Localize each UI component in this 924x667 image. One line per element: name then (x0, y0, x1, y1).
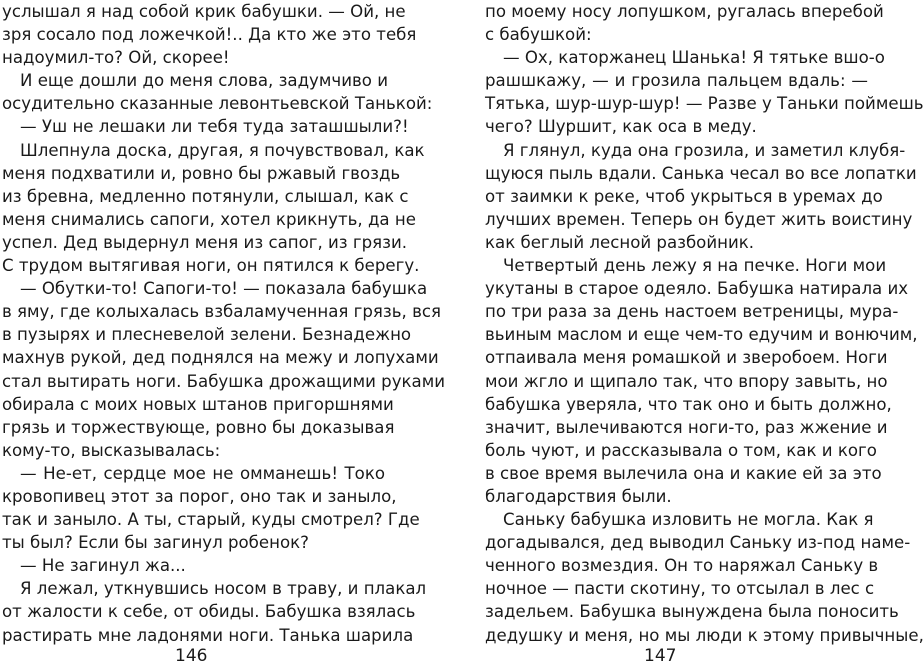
text-line: растирать мне ладонями ноги. Танька шарила (2, 625, 414, 645)
text-line: от заимки к реке, чтоб укрыться в уремах до (485, 186, 883, 206)
text-line: стал вытирать ноги. Бабушка дрожащими руками (2, 371, 446, 391)
text-line: И еще дошли до меня слова, задумчиво и (20, 71, 388, 91)
text-line: боль чуют, и рассказывала о том, как и кого (485, 440, 877, 460)
text-line: зря сосало под ложечкой!.. Да кто же это тебя (2, 25, 417, 45)
text-line: кому-то, высказывалась: (2, 440, 221, 460)
text-line: чего? Шуршит, как оса в меду. (485, 117, 757, 137)
text-line: от жалости к себе, от обиды. Бабушка взялась (2, 602, 416, 622)
text-line: в пузырях и плесневелой зелени. Безнадежно (2, 325, 412, 345)
text-line: меня подхватили и, ровно бы ржавый гвоздь (2, 163, 401, 183)
text-line: Я глянул, куда она грозила, и заметил клубя- (503, 140, 906, 160)
text-line: С трудом вытягивая ноги, он пятился к берегу. (2, 256, 420, 276)
text-line: Шлепнула доска, другая, я почувствовал, как (20, 140, 425, 160)
text-line: кровопивец этот за порог, оно так и заныло, (2, 486, 397, 506)
text-line: бабушка уверяла, что так оно и быть должно, (485, 394, 892, 414)
text-line: задельем. Бабушка вынуждена была поносить (485, 602, 899, 622)
text-line: ты был? Если бы загинул робенок? (2, 533, 309, 553)
page-number-right: 147 (644, 646, 677, 666)
left-page (2, 0, 446, 647)
text-line: рашшкажу, — и грозила пальцем вдаль: — (485, 71, 868, 91)
text-line: — Обутки-то! Сапоги-то! — показала бабушка (20, 279, 428, 299)
text-line: успел. Дед выдернул меня из сапог, из грязи. (2, 232, 407, 252)
text-line: как беглый лесной разбойник. (485, 232, 755, 252)
text-line: — Уш не лешаки ли тебя туда заташшыли?! (20, 117, 409, 137)
text-line: так и заныло. А ты, старый, куды смотрел? Где (2, 510, 420, 530)
text-line: вьиным маслом и еще чем-то едучим и вонючим, (485, 325, 918, 345)
text-line: ночное — пасти скотину, то отсылал в лес с (485, 579, 875, 599)
text-line: из бревна, медленно потянули, слышал, как с (2, 186, 409, 206)
text-line: махнув рукой, дед поднялся на межу и лопухами (2, 348, 439, 368)
text-line: лучших времен. Теперь он будет жить воистину (485, 209, 913, 229)
text-line: в яму, где колыхалась взбаламученная грязь, вся (2, 302, 441, 322)
text-line: меня снимались сапоги, хотел крикнуть, да не (2, 209, 416, 229)
text-line: по моему носу лопушком, ругалась вперебой (485, 2, 884, 21)
text-line: догадывался, дед выводил Саньку из-под наме- (485, 533, 911, 553)
text-line: — Ох, каторжанец Шанька! Я тятьке вшо-о (503, 48, 885, 68)
text-line: с бабушкой: (485, 25, 592, 45)
text-line: Четвертый день лежу я на печке. Ноги мои (503, 256, 887, 276)
text-line: мои жгло и щипало так, что впору завыть, но (485, 371, 888, 391)
text-line: ченного возмездия. Он то наряжал Саньку в (485, 556, 879, 576)
text-line: значит, вылечиваются ноги-то, раз жжение и (485, 417, 888, 437)
text-line: по три раза за день настоем ветреницы, мура- (485, 302, 899, 322)
text-line: Тятька, шур-шур-шур! — Разве у Таньки поймешь (485, 94, 924, 114)
text-line: обирала с моих новых штанов пригоршнями (2, 394, 394, 414)
text-line: Я лежал, уткнувшись носом в траву, и плакал (20, 579, 427, 599)
text-line: благодарствия были. (485, 486, 672, 506)
text-line: дедушку и меня, но мы люди к этому привычные, (485, 625, 924, 645)
text-line: Саньку бабушка изловить не могла. Как я (503, 510, 874, 530)
right-page (485, 0, 924, 647)
text-line: укутаны в старое одеяло. Бабушка натирала их (485, 279, 909, 299)
text-line: осудительно сказанные левонтьевской Танькой: (2, 94, 433, 114)
text-line: надоумил-то? Ой, скорее! (2, 48, 230, 68)
page-number-left: 146 (175, 646, 208, 666)
text-line: щуюся пыль вдали. Санька чесал во все лопатки (485, 163, 917, 183)
text-line: — Не загинул жа... (20, 556, 186, 576)
text-line: — Не-ет, сердце мое не омманешь! Токо (20, 463, 385, 483)
text-line: услышал я над собой крик бабушки. — Ой, не (2, 2, 406, 21)
text-line: грязь и торжествующе, ровно бы доказывая (2, 417, 395, 437)
text-line: отпаивала меня ромашкой и зверобоем. Ноги (485, 348, 888, 368)
text-line: в свое время вылечила она и какие ей за это (485, 463, 882, 483)
